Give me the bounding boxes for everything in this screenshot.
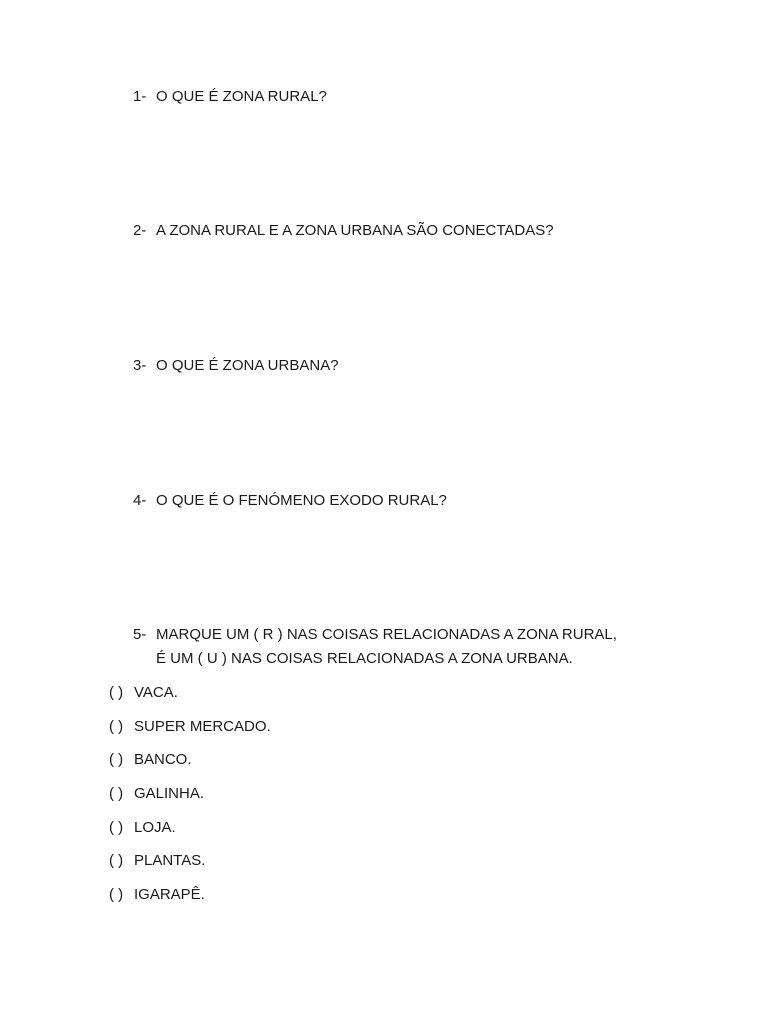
question-number: 4- (133, 492, 147, 509)
answer-box[interactable]: ( ) (109, 818, 124, 836)
answer-box[interactable]: ( ) (109, 717, 124, 735)
answer-box[interactable]: ( ) (109, 684, 124, 701)
question-3 (133, 354, 339, 378)
question-text: O QUE É ZONA RURAL? (156, 88, 327, 105)
option-label: GALINHA. (134, 785, 205, 803)
option-label: BANCO. (134, 751, 192, 769)
option-label: PLANTAS. (134, 852, 206, 870)
option-label: LOJA. (134, 818, 176, 836)
question-2 (133, 219, 554, 243)
question-text-line-2: É UM ( U ) NAS COISAS RELACIONADAS A ZONA URBANA. (156, 650, 573, 667)
option-plantas[interactable] (109, 849, 271, 883)
question-1 (133, 85, 327, 109)
option-banco[interactable] (109, 748, 271, 782)
answer-box[interactable]: ( ) (109, 852, 124, 870)
question-number: 2- (133, 222, 147, 239)
question-4 (133, 489, 447, 513)
question-text: O QUE É ZONA URBANA? (156, 357, 339, 374)
question-number: 5- (133, 626, 147, 643)
question-5 (133, 623, 617, 671)
question-text: O QUE É O FENÓMENO EXODO RURAL? (156, 492, 447, 509)
option-galinha[interactable] (109, 782, 271, 816)
option-loja[interactable] (109, 816, 271, 850)
question-text (156, 623, 617, 671)
option-label: VACA. (134, 684, 178, 701)
option-label: SUPER MERCADO. (134, 717, 271, 735)
answer-box[interactable]: ( ) (109, 785, 124, 803)
option-igarape[interactable] (109, 883, 271, 917)
answer-box[interactable]: ( ) (109, 751, 124, 769)
option-vaca[interactable] (109, 681, 271, 715)
option-super-mercado[interactable] (109, 715, 271, 749)
question-number: 3- (133, 357, 147, 374)
question-number: 1- (133, 88, 147, 105)
answer-options-list (109, 681, 271, 917)
option-label: IGARAPÊ. (134, 886, 205, 904)
question-text: A ZONA RURAL E A ZONA URBANA SÃO CONECTADAS? (156, 222, 554, 239)
answer-box[interactable]: ( ) (109, 886, 124, 904)
question-text-line-1: MARQUE UM ( R ) NAS COISAS RELACIONADAS A ZONA RURAL, (156, 626, 617, 643)
